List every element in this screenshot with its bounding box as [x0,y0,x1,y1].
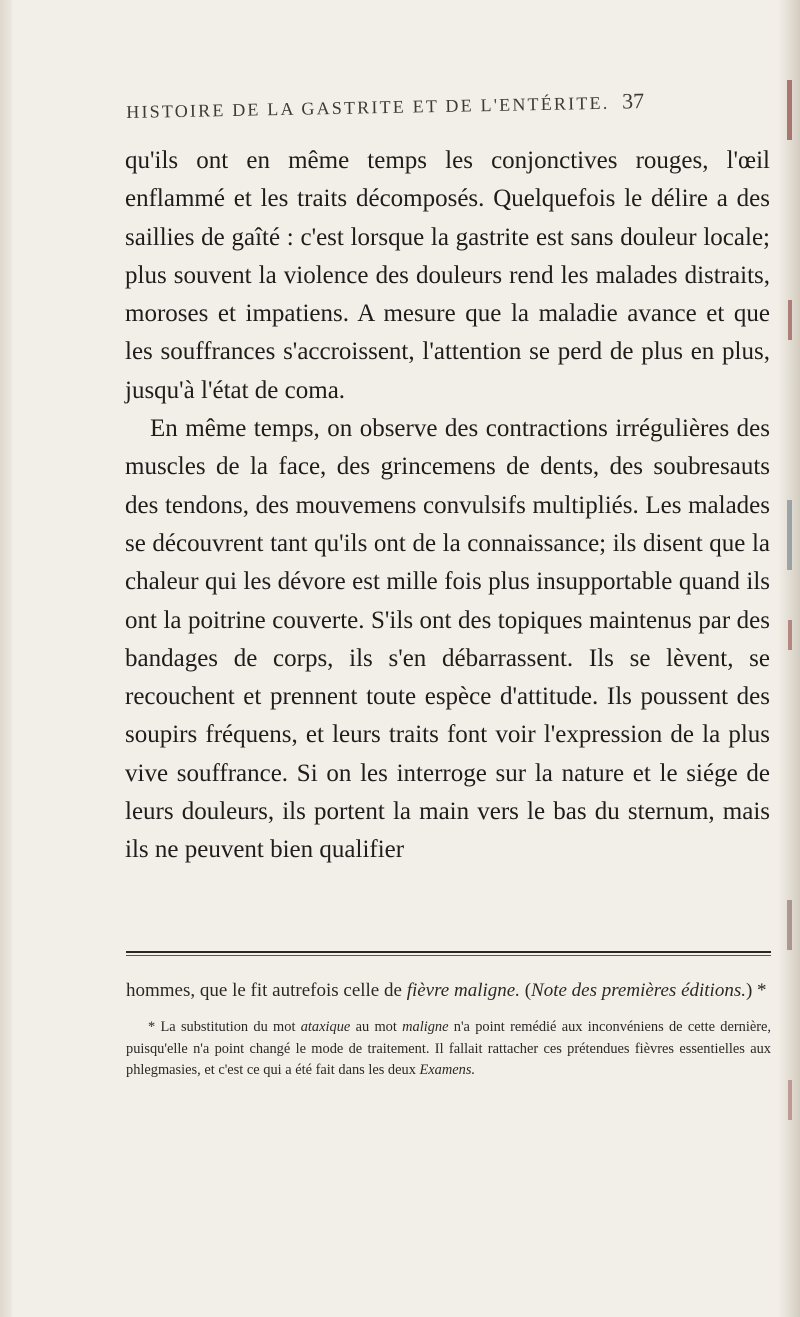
footnote-star-italic-1: ataxique [300,1019,351,1035]
footnote-star [126,1017,771,1082]
running-head [126,86,766,124]
body-text [125,142,770,870]
footnote-text-before: hommes, que le fit autrefois celle de [126,980,407,1001]
body-paragraph-1: qu'ils ont en même temps les conjonctives rouges, l'œil enflammé et les traits décomposés. Quelquefois le délire a des saillies de gaîté : c'est lorsque la gastrite est sans douleur locale; plus souvent la violence des douleurs rend les malades distraits, moroses et impatiens. A mesure que la maladie avance et que les souffrances s'accroissent, l'attention se perd de plus en plus, jusqu'à l'état de coma. [125,147,770,404]
footnote-star-italic-2: maligne [402,1019,449,1035]
footnote-star-text-2: au mot [350,1019,403,1035]
footnote-separator-rule [126,951,771,953]
footnote-text-between: ( [519,980,532,1001]
page-edge-marks [784,0,794,1317]
running-head-title: HISTOIRE DE LA GASTRITE ET DE L'ENTÉRITE. [126,92,610,122]
page-number: 37 [621,88,645,114]
footnote-star-text-1: La substitution du mot [155,1019,301,1035]
footnote-continuation [126,977,771,1005]
footnote-italic-note: Note des premières éditions. [531,980,746,1001]
body-paragraph-2: En même temps, on observe des contractions irrégulières des muscles de la face, des grincemens de dents, des soubresauts des tendons, des mouvemens convulsifs multipliés. Les malades se découvrent tant qu'ils ont de la connaissance; ils disent que la chaleur qui les dévore est mille fois plus insupportable quand ils ont la poitrine couverte. S'ils ont des topiques maintenus par des bandages de corps, ils s'en débarrassent. Ils se lèvent, se recouchent et prennent toute espèce d'attitude. Ils poussent des soupirs fréquens, et leurs traits font voir l'expression de la plus vive souffrance. Si on les interroge sur la nature et le siége de leurs douleurs, ils portent la main vers le bas du sternum, mais ils ne peuvent bien qualifier [125,415,770,864]
footnote-star-marker: * [148,1019,156,1035]
footnote-italic-term: fièvre maligne. [406,980,520,1001]
footnotes [126,977,771,1082]
page-left-edge [0,0,12,1317]
footnote-star-italic-3: Examens. [419,1062,476,1078]
footnote-star-text-3: n'a point remédié aux inconvéniens de cette dernière, puisqu'elle n'a point changé le mode de traitement. Il fallait rattacher ces prétendues fièvres essentielles aux phlegmasies, et c'est ce qui a été fait dans les deux [126,1019,771,1078]
footnote-separator-rule-thin [126,955,771,956]
footnote-text-after: ) * [745,980,767,1001]
